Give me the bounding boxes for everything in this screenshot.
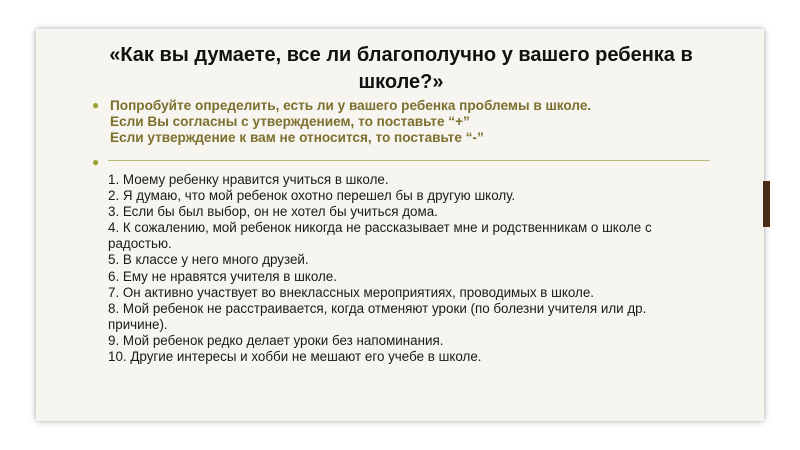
question-list [108,172,708,365]
intro-line-1: Попробуйте определить, есть ли у вашего ребенка проблемы в школе. [110,98,592,113]
question-item: 5. В классе у него много друзей. [108,252,309,268]
question-item: 1. Моему ребенку нравится учиться в школе. [108,172,389,187]
bullet-icon: ● [92,98,100,112]
question-item: 2. Я думаю, что мой ребенок охотно перешел бы в другую школу. [108,188,516,204]
question-item: 3. Если бы был выбор, он не хотел бы учиться дома. [108,204,438,220]
intro-line-2: Если Вы согласны с утверждением, то поставьте “+” [110,114,470,129]
question-item: 7. Он активно участвует во внеклассных мероприятиях, проводимых в школе. [108,284,595,300]
question-item: 10. Другие интересы и хобби не мешают его учебе в школе. [108,349,482,365]
question-item: 6. Ему не нравятся учителя в школе. [108,268,337,284]
divider-line [108,160,710,161]
bullet-icon: ● [92,155,100,169]
side-tab [763,181,770,227]
question-item: 8. Мой ребенок не расстраивается, когда отменяют уроки (по болезни учителя или др. причине). [108,300,647,332]
intro-text [110,98,750,146]
question-item: 4. К сожалению, мой ребенок никогда не рассказывает мне и родственникам о школе с радостью. [108,220,652,252]
slide-title: «Как вы думаете, все ли благополучно у вашего ребенка в школе?» [109,44,693,93]
slide [36,29,764,421]
intro-line-3: Если утверждение к вам не относится, то поставьте “-” [110,130,484,145]
question-item: 9. Мой ребенок редко делает уроки без напоминания. [108,332,444,348]
